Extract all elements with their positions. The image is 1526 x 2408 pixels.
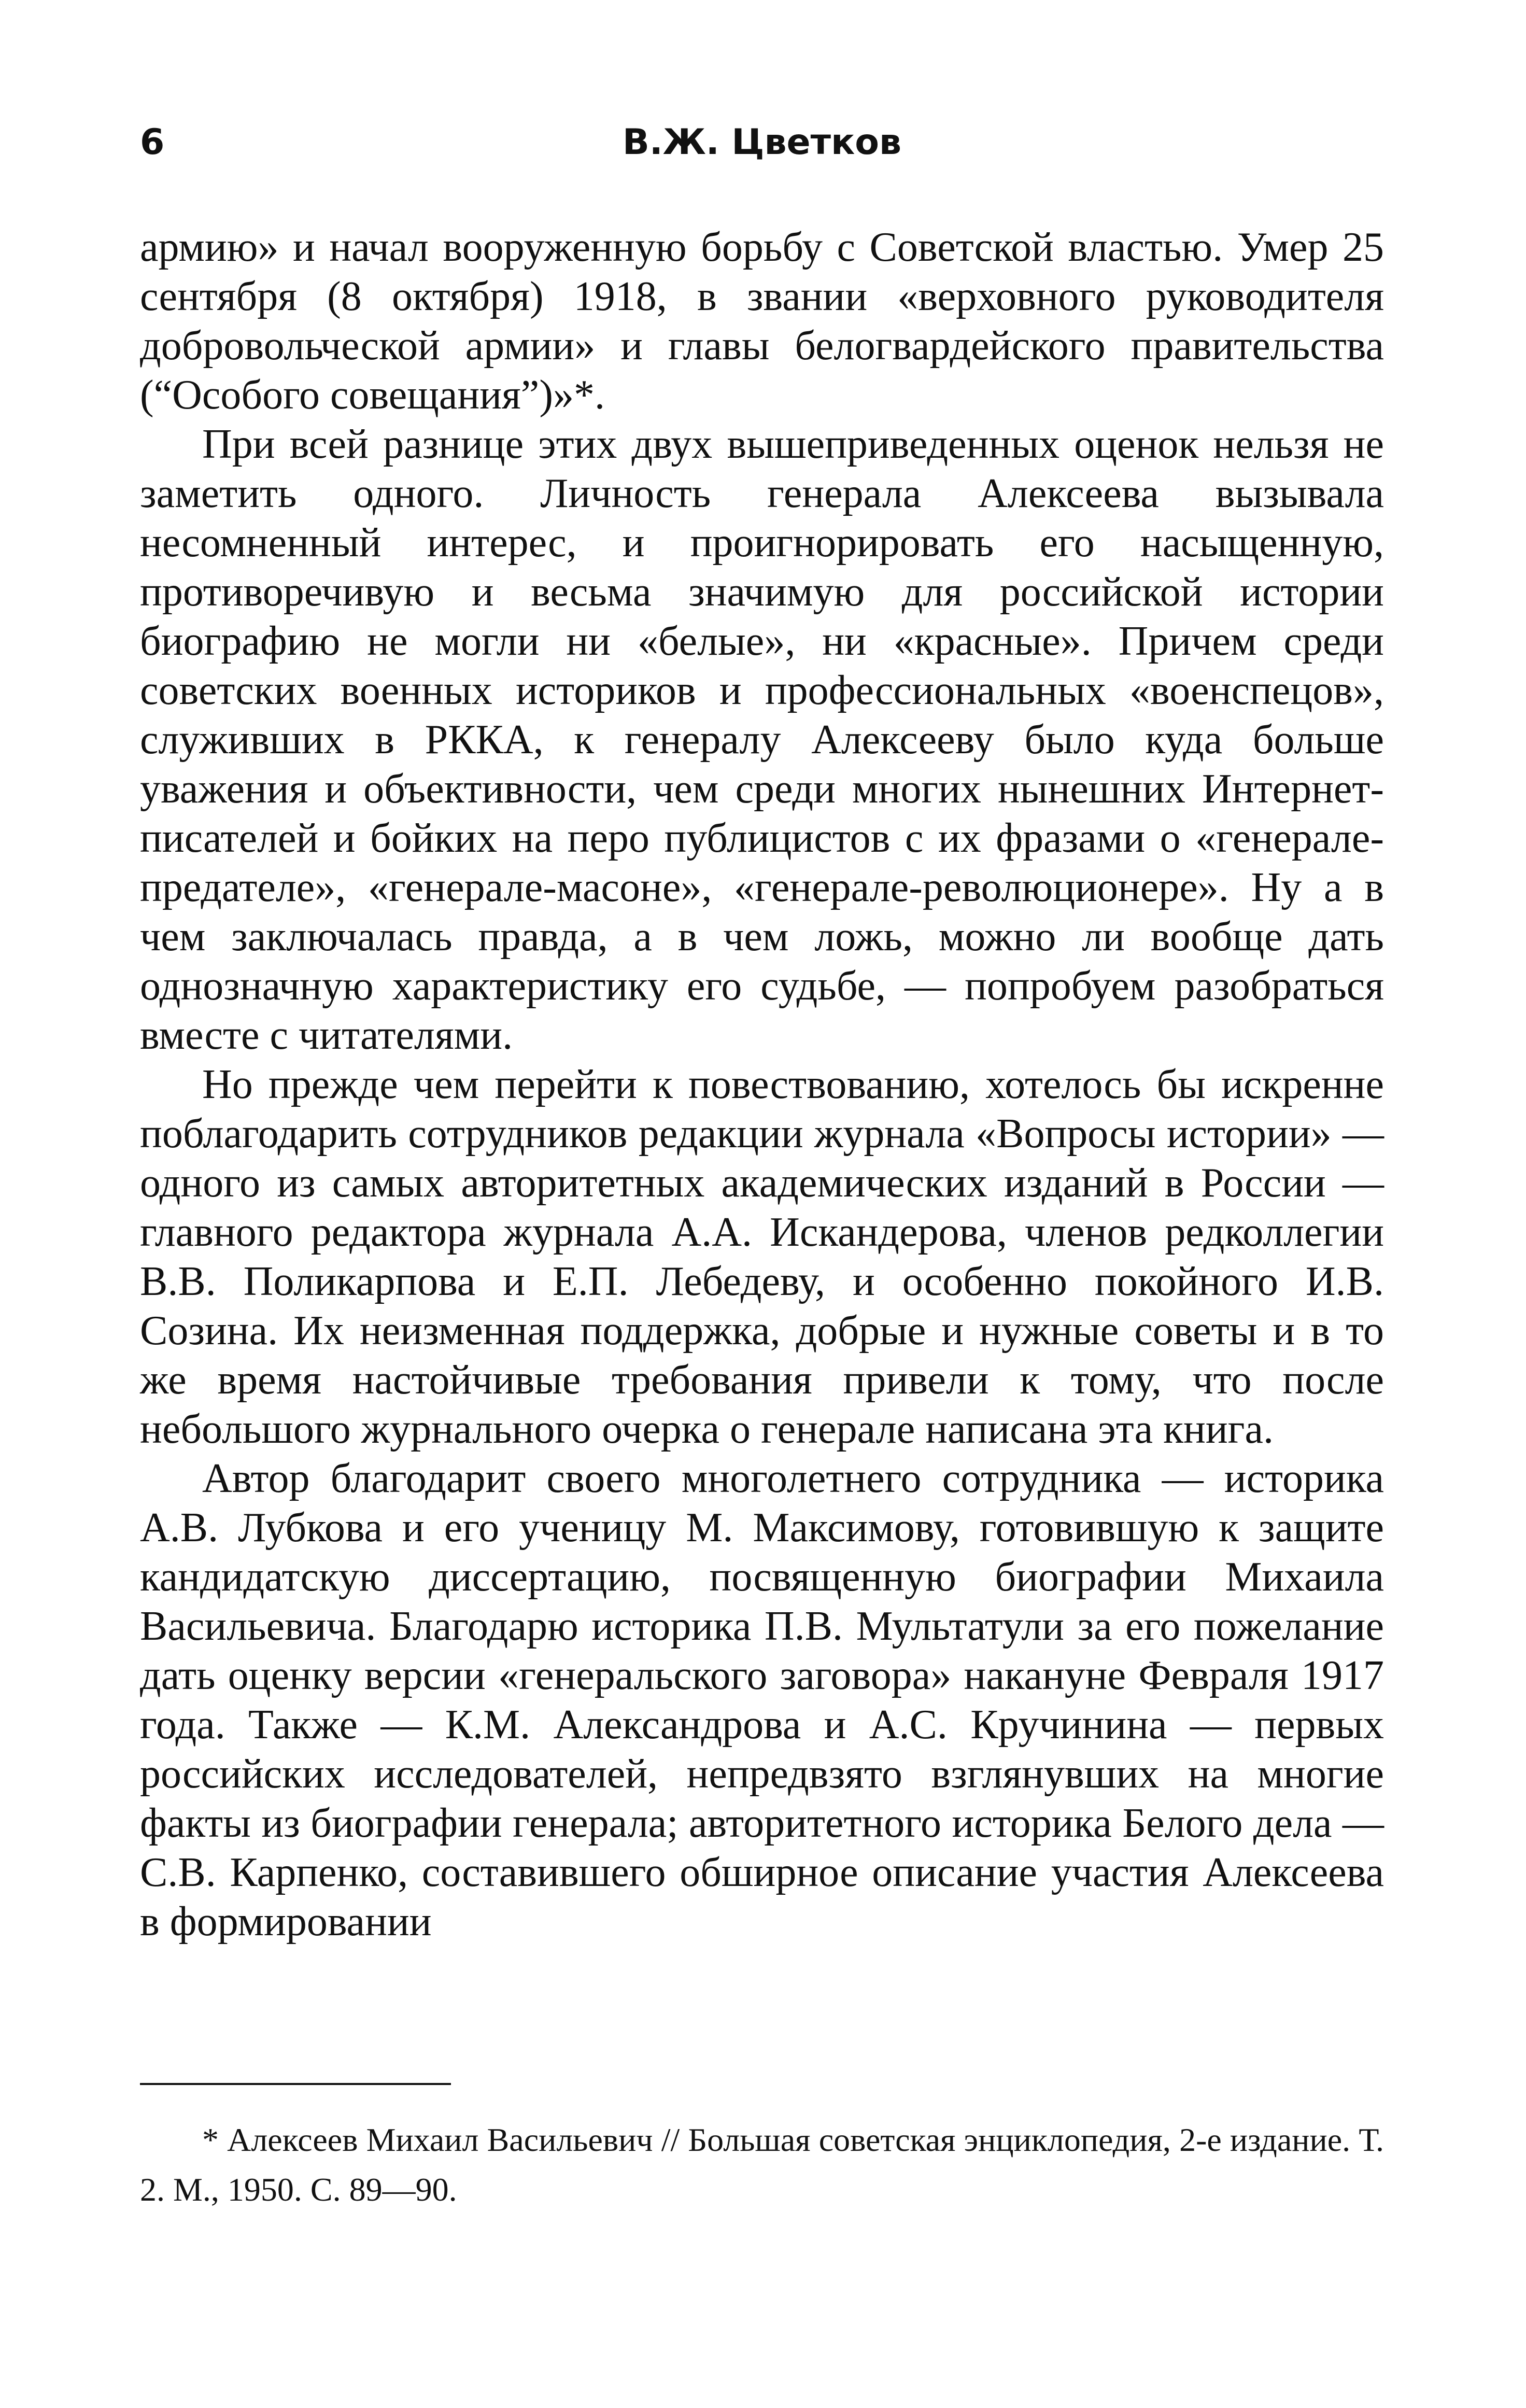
paragraph-continued: армию» и начал вооруженную борьбу с Советской властью. Умер 25 сентября (8 октября) 1918, в звании «верховного руководителя добровольческой армии» и главы белогвардейского правительства (“Особого совещания”)»*. (140, 224, 1384, 418)
paragraph: Но прежде чем перейти к повествованию, хотелось бы искренне поблагодарить сотрудников редакции журнала «Вопросы истории» — одного из самых авторитетных академических изданий в России — главного редактора журнала А.А. Искандерова, членов редколлегии В.В. Поликарпова и Е.П. Лебедеву, и особенно покойного И.В. Созина. Их неизменная поддержка, добрые и нужные советы и в то же время настойчивые требования привели к тому, что после небольшого журнального очерка о генерале написана эта книга. (140, 1062, 1384, 1452)
body-text (140, 223, 1384, 1947)
page-header (140, 122, 1384, 184)
footnote: * Алексеев Михаил Васильевич // Большая советская энциклопедия, 2-е издание. Т. 2. М., 1950. С. 89—90. (140, 2121, 1384, 2208)
footnote-divider (140, 2083, 451, 2085)
page-number: 6 (140, 122, 165, 163)
paragraph: Автор благодарит своего многолетнего сотрудника — историка А.В. Лубкова и его ученицу М. Максимову, готовившую к защите кандидатскую диссертацию, посвященную биографии Михаила Васильевича. Благодарю историка П.В. Мультатули за его пожелание дать оценку версии «генеральского заговора» накануне Февраля 1917 года. Также — К.М. Александрова и А.С. Кручинина — первых российских исследователей, непредвзято взглянувших на многие факты из биографии генерала; авторитетного историка Белого дела — С.В. Карпенко, составившего обширное описание участия Алексеева в формировании (140, 1456, 1384, 1945)
running-title: В.Ж. Цветков (623, 122, 901, 163)
paragraph: При всей разнице этих двух вышеприведенных оценок нельзя не заметить одного. Личность генерала Алексеева вызывала несомненный интерес, и проигнорировать его насыщенную, противоречивую и весьма значимую для российской истории биографию не могли ни «белые», ни «красные». Причем среди советских военных историков и профессиональных «военспецов», служивших в РККА, к генералу Алексееву было куда больше уважения и объективности, чем среди многих нынешних Интернет-писателей и бойких на перо публицистов с их фразами о «генерале-предателе», «генерале-масоне», «генерале-революционере». Ну а в чем заключалась правда, а в чем ложь, можно ли вообще дать однозначную характеристику его судьбе, — попробуем разобраться вместе с читателями. (140, 421, 1384, 1058)
